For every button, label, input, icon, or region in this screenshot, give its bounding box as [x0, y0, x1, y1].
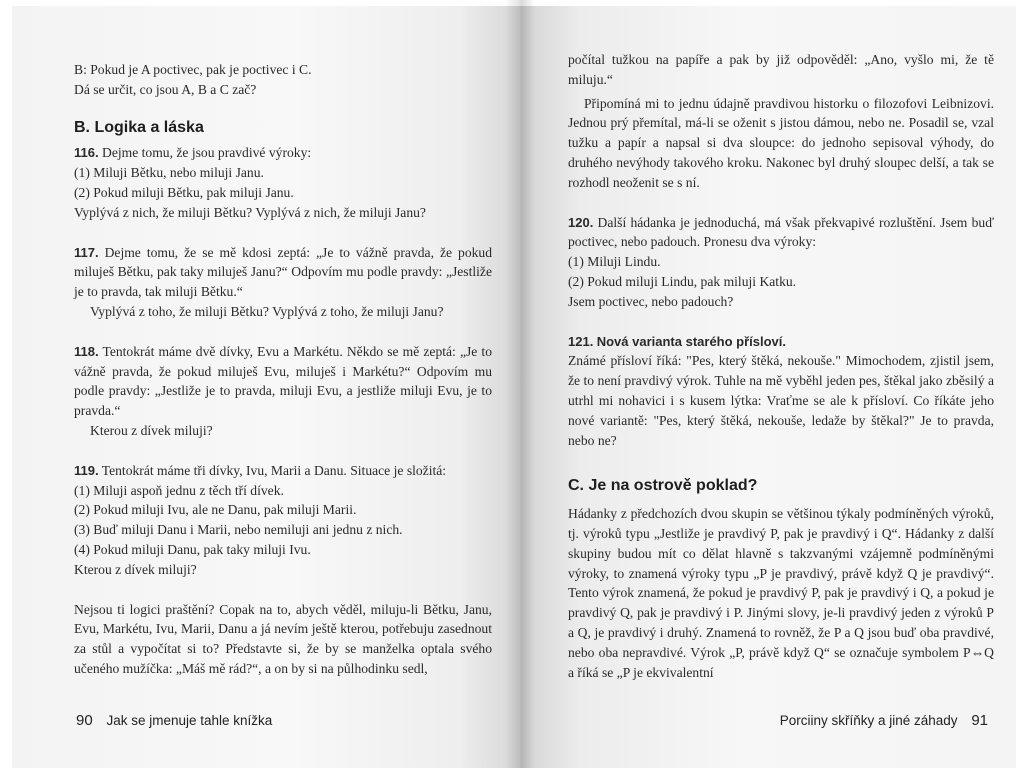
- puzzle-number: 117.: [74, 244, 99, 260]
- puzzle-text: Dejme tomu, že jsou pravdivé výroky:: [102, 145, 312, 161]
- puzzle-text: Tentokrát máme tři dívky, Ivu, Marii a Danu. Situace je složitá:: [101, 462, 447, 478]
- puzzle-number: 120.: [568, 214, 594, 230]
- page-number: 91: [971, 712, 988, 729]
- continuation-paragraph: počítal tužkou na papíře a pak by již odpověděl: „Ano, vyšlo mi, že tě miluju.“: [568, 52, 994, 87]
- right-footer: [780, 712, 988, 729]
- running-title: Jak se jmenuje tahle knížka: [106, 713, 273, 728]
- puzzle-text: Další hádanka je jednoduchá, má však překvapivé rozluštění. Jsem buď poctivec, nebo padouch. Pronesu dva výroky:: [568, 214, 994, 250]
- right-page-text: [568, 50, 994, 682]
- puzzle-118: [74, 342, 492, 421]
- puzzle-number: 121.: [568, 333, 594, 349]
- puzzle-119-line: Kterou z dívek miluji?: [74, 561, 197, 577]
- section-heading-c: C. Je na ostrově poklad?: [568, 477, 758, 495]
- section-heading-b: B. Logika a láska: [74, 118, 204, 136]
- puzzle-number: 116.: [74, 145, 99, 161]
- puzzle-116-line: Vyplývá z nich, že miluji Bětku? Vyplývá z nich, že miluji Janu?: [74, 204, 426, 220]
- puzzle-116-line: (2) Pokud miluji Bětku, pak miluji Janu.: [74, 184, 294, 200]
- intro-line-1: B: Pokud je A poctivec, pak je poctivec i C.: [74, 62, 312, 77]
- left-page-text: [74, 60, 492, 679]
- puzzle-119-line: (1) Miluji aspoň jednu z těch tří dívek.: [74, 482, 284, 498]
- puzzle-text: Tentokrát máme dvě dívky, Evu a Markétu. Někdo se mě zeptá: „Je to vážně pravda, že pokud miluješ Evu, miluješ i Markétu?“ Odpovím mu podle pravdy: „Jestliže je to pravda, miluji Evu, a jestliže miluji Evu, je to pravda.“: [74, 343, 492, 419]
- puzzle-117-question: Vyplývá z toho, že miluji Bětku? Vyplývá z toho, že miluji Janu?: [90, 303, 444, 319]
- leibniz-paragraph: Připomíná mi to jednu údajně pravdivou historku o filozofovi Leibnizovi. Jednou prý přemítal, má-li se oženit s jistou dámou, nebo ne. Posadil se, vzal tužku a papír a napsal si dva sloupce: do jednoho sepisoval výhody, do druhého nevýhody takového kroku. Nakonec byl druhý sloupec delší, a tak se rozhodl neoženit se s ní.: [568, 95, 994, 190]
- puzzle-119-line: (4) Pokud miluji Danu, pak taky miluji Ivu.: [74, 541, 311, 557]
- puzzle-120-line: (1) Miluji Lindu.: [568, 254, 661, 270]
- puzzle-118-question: Kterou z dívek miluji?: [90, 422, 213, 438]
- puzzle-119-line: (2) Pokud miluji Ivu, ale ne Danu, pak miluji Marii.: [74, 502, 357, 518]
- intro-line-2: Dá se určit, co jsou A, B a C zač?: [74, 81, 257, 97]
- puzzle-text: Dejme tomu, že se mě kdosi zeptá: „Je to vážně pravda, že pokud miluješ Bětku, pak taky miluješ Janu?“ Odpovím mu podle pravdy: „Jestliže je to pravda, tak miluji Bětku.“: [74, 244, 493, 300]
- puzzle-119-line: (3) Buď miluji Danu i Marii, nebo nemiluji ani jednu z nich.: [74, 522, 403, 538]
- puzzle-number: 119.: [74, 462, 99, 478]
- running-title: Porciiny skříňky a jiné záhady: [779, 713, 958, 728]
- puzzle-116: [74, 143, 492, 163]
- puzzle-116-line: (1) Miluji Bětku, nebo miluji Janu.: [74, 165, 264, 181]
- puzzle-title: Nová varianta starého přísloví.: [596, 333, 787, 349]
- puzzle-121-heading: [568, 332, 994, 352]
- puzzle-120: [568, 213, 994, 253]
- puzzle-117: [74, 243, 492, 302]
- left-page: [12, 0, 520, 768]
- section-c-paragraph: Hádanky z předchozích dvou skupin se většinou týkaly podmíněných výroků, tj. výroků typu „Jestliže je pravdivý P, pak je pravdivý i Q“. Hádanky z další skupiny budou mít co dělat hlavně s takzvanými vzájemně podmíněnými výroky, to znamená výroky typu „P je pravdivý, právě když Q je pravdivý“. Tento výrok znamená, že pokud je pravdivý P, pak je pravdivý i Q, a pokud je pravdivý Q, pak je pravdivý i P. Jinými slovy, je-li pravdivý jeden z výroků P a Q, je pravdivý i druhý. Znamená to rovněž, že P a Q jsou buď oba pravdivé, nebo oba nepravdivé. Výrok „P, právě když Q“ se označuje symbolem P⇔Q a říká se „P je ekvivalentní: [568, 506, 994, 680]
- puzzle-120-line: Jsem poctivec, nebo padouch?: [568, 293, 734, 309]
- left-footer: [76, 712, 272, 729]
- puzzle-119: [74, 461, 492, 481]
- puzzle-number: 118.: [74, 343, 99, 359]
- puzzle-121-text: Známé přísloví říká: "Pes, který štěká, nekouše." Mimochodem, zjistil jsem, že to není pravdivý výrok. Tuhle na mě vyběhl jeden pes, štěkal jako zběsilý a utrhl mi nohavici i s kusem lýtka: Vraťme se ale k přísloví. Co říkáte jeho nové variantě: "Pes, který štěká, nekouše, ledaže by štěkal?" Je to pravda, nebo ne?: [568, 353, 994, 448]
- right-page: [520, 0, 1016, 768]
- closing-paragraph: Nejsou ti logici praštění? Copak na to, abych věděl, miluju-li Bětku, Janu, Evu, Markétu, Ivu, Marii, Danu a já nevím ještě kterou, potřebuju zasednout za stůl a vypočítat si to? Představte si, že by se manželka optala svého učeného mužíčka: „Máš mě rád?“, a on by si na půlhodinku sedl,: [74, 601, 492, 676]
- page-number: 90: [76, 712, 93, 729]
- book-gutter-shadow: [505, 0, 535, 768]
- puzzle-120-line: (2) Pokud miluji Lindu, pak miluji Katku.: [568, 273, 797, 289]
